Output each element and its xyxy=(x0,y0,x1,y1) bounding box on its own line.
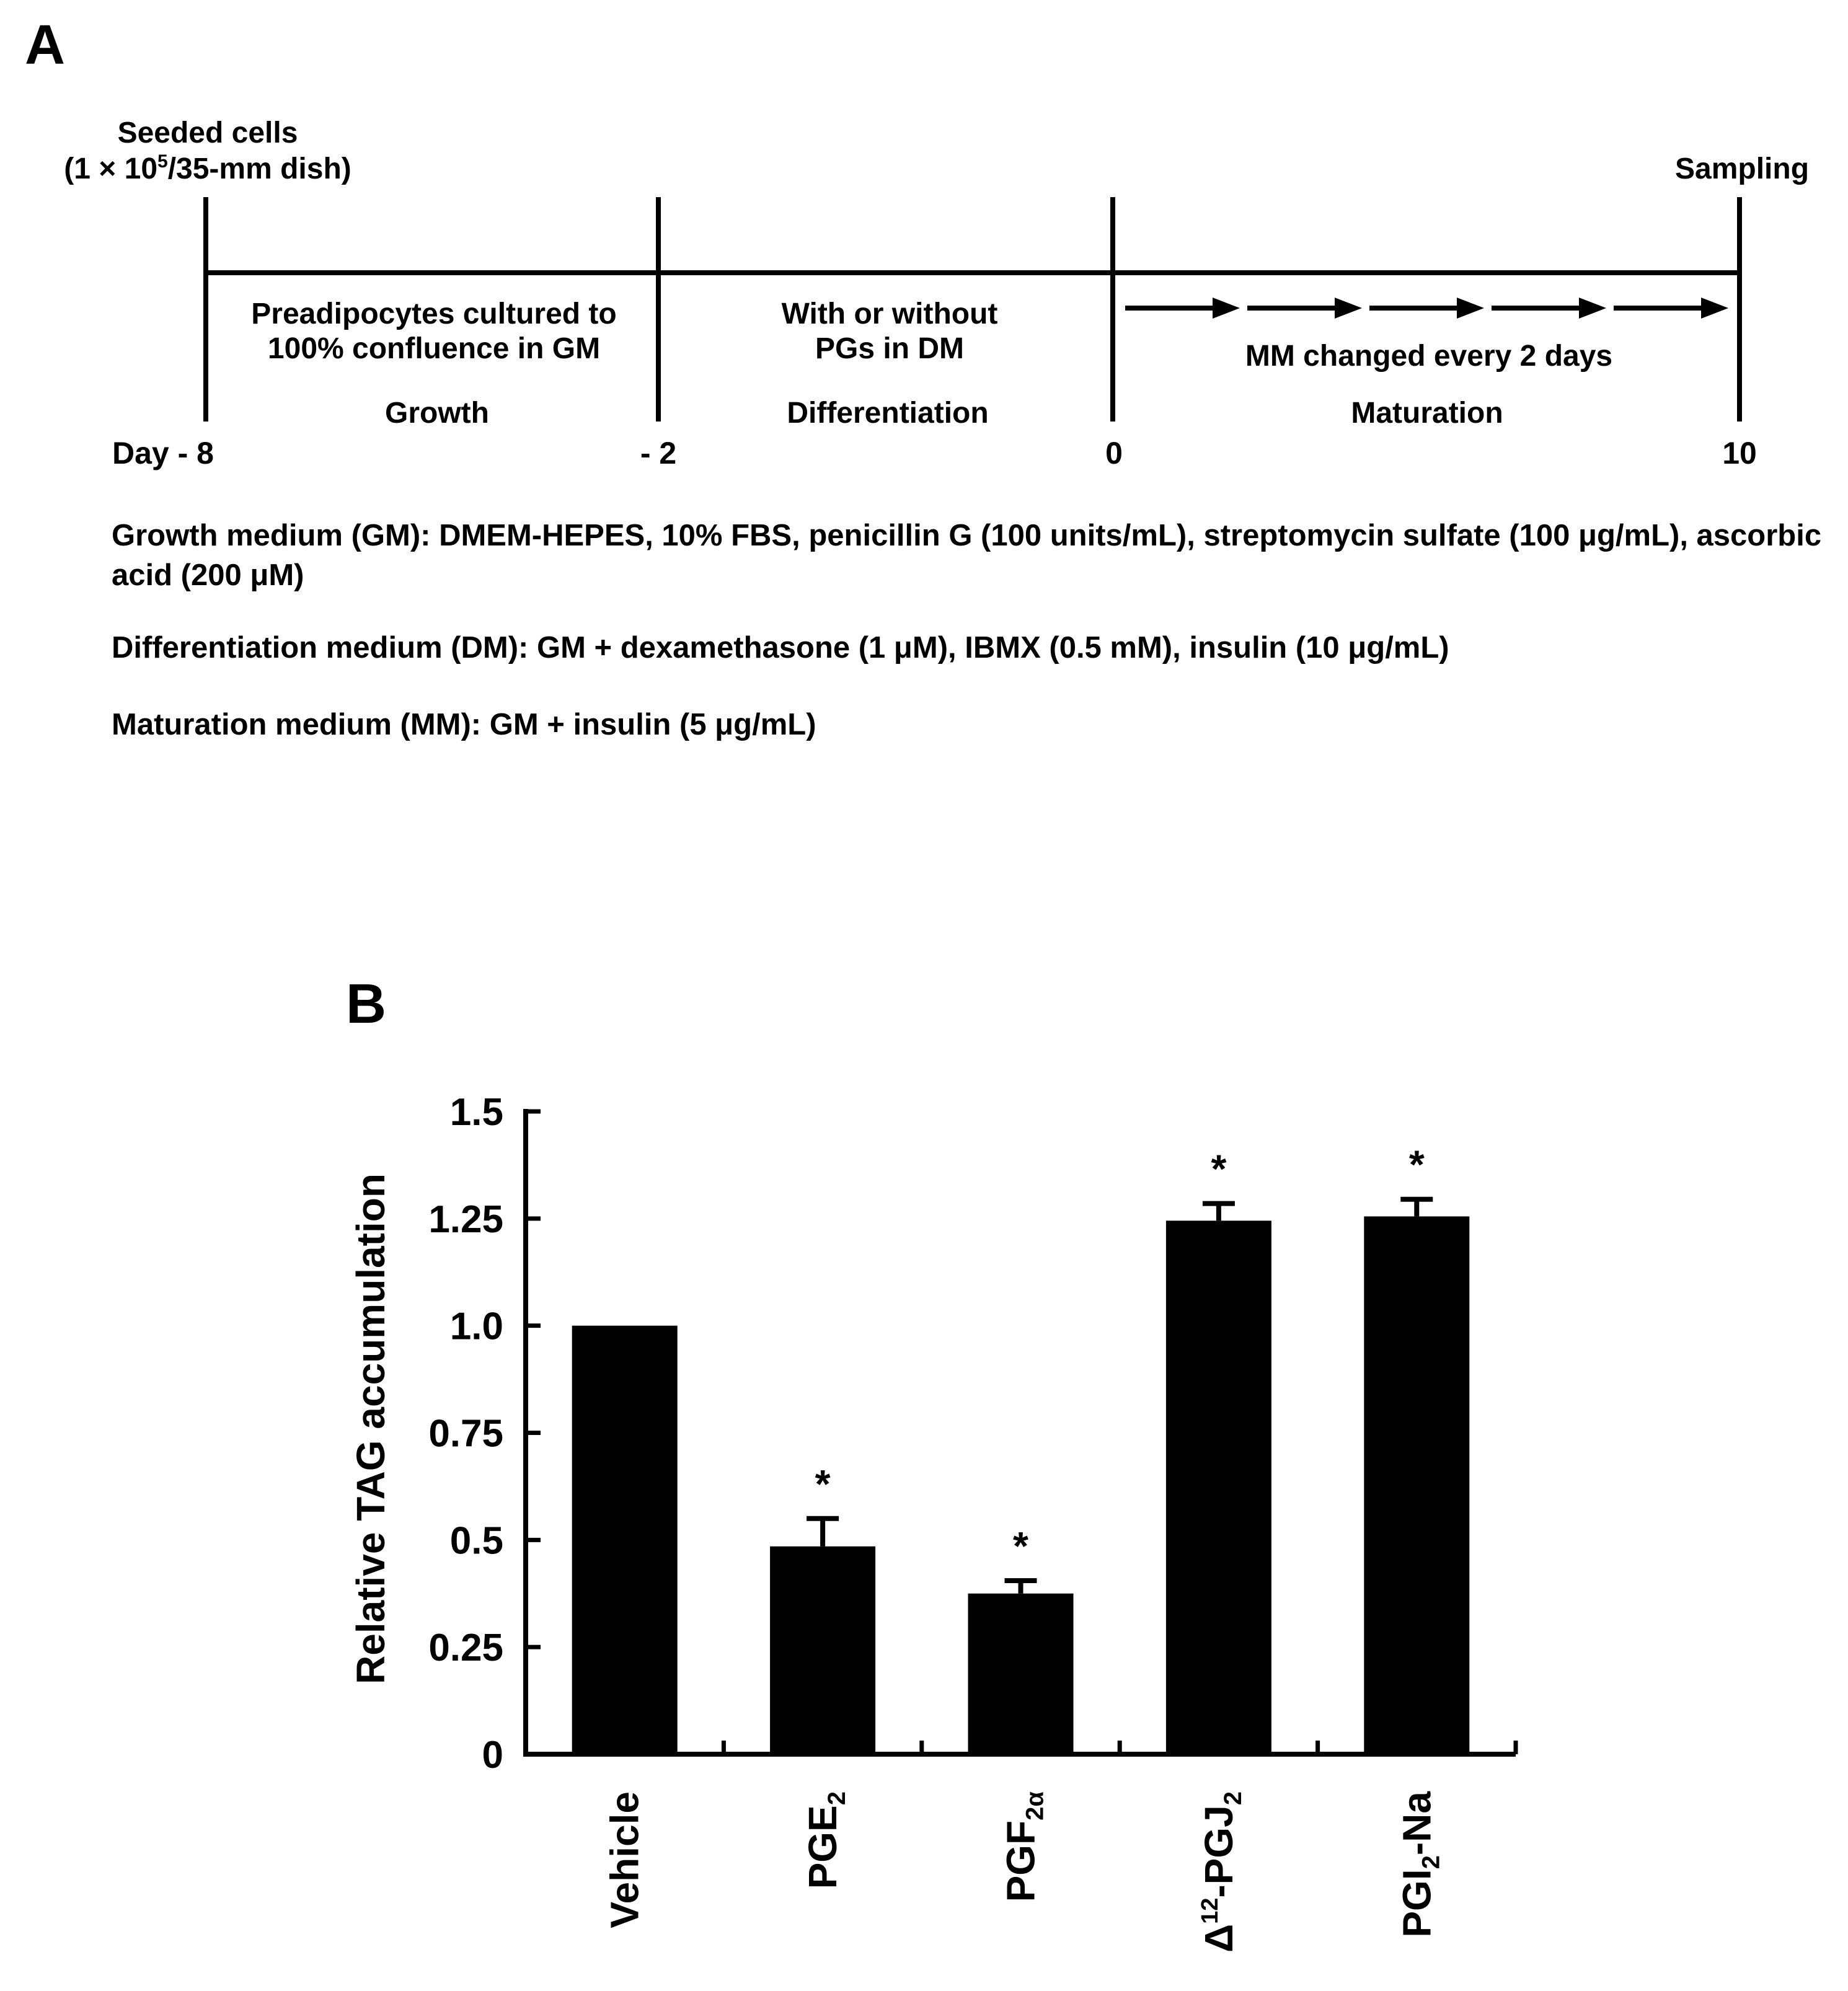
differentiation-phase-line1: With or without xyxy=(781,298,998,330)
panel-b-label: B xyxy=(346,973,386,1035)
y-tick-label: 0 xyxy=(482,1734,503,1777)
category-label: $\Delta^{12}-PGJ_2$ xyxy=(1196,1791,1247,1953)
sampling-label: Sampling xyxy=(1674,152,1810,185)
bar xyxy=(770,1547,875,1754)
arrow-head xyxy=(1335,298,1362,319)
arrow-head xyxy=(1701,298,1728,319)
seeding-density-label: ($1 \times 10^5/35-mm$ dish) xyxy=(64,151,351,185)
significance-marker: * xyxy=(1211,1146,1227,1191)
category-label: $PGF_{2\alpha}$ xyxy=(998,1791,1049,1902)
y-axis-title: Relative TAG accumulation xyxy=(348,1173,393,1684)
significance-marker: * xyxy=(1013,1524,1028,1569)
category-label: Vehicle xyxy=(602,1791,647,1928)
maturation-phase-line1: MM changed every 2 days xyxy=(1245,340,1613,373)
y-tick-label: 1.25 xyxy=(428,1198,503,1241)
growth-phase-line1: Preadipocytes cultured to xyxy=(251,298,617,330)
arrow-head xyxy=(1579,298,1606,319)
significance-marker: * xyxy=(1408,1142,1425,1187)
media-change-arrows xyxy=(1125,298,1728,319)
y-tick-label: 1.0 xyxy=(449,1305,503,1348)
growth-phase-line2: 100% confluence in GM xyxy=(267,332,601,365)
y-tick-label: 1.5 xyxy=(449,1091,503,1134)
bar xyxy=(968,1594,1074,1754)
differentiation-phase-name: Differentiation xyxy=(787,397,989,430)
bar-chart xyxy=(428,1091,1516,1953)
growth-medium-description: Growth medium (GM): DMEM-HEPES, 10% FBS, penicillin G (100 units/mL), streptomycin sulfate (100 μg/mL), ascorbic acid (200 μM) xyxy=(112,519,1822,592)
panel-a-label: A xyxy=(25,14,65,76)
day-label-minus-2: - 2 xyxy=(640,436,677,470)
day-label-0: 0 xyxy=(1105,436,1123,470)
seeded-cells-label: Seeded cells xyxy=(117,117,298,149)
day-label-10: 10 xyxy=(1722,436,1757,470)
category-label: $PGE_2$ xyxy=(800,1791,851,1889)
arrow-head xyxy=(1457,298,1484,319)
differentiation-medium-description: Differentiation medium (DM): GM + dexamethasone (1 μM), IBMX (0.5 mM), insulin (10 μg/mL) xyxy=(112,631,1449,664)
growth-phase-name: Growth xyxy=(385,397,489,430)
day-label-minus-8: Day - 8 xyxy=(112,436,214,470)
bar xyxy=(1166,1221,1271,1754)
bar xyxy=(1364,1216,1469,1754)
y-tick-label: 0.5 xyxy=(449,1519,503,1563)
bar xyxy=(572,1326,678,1754)
category-label: $PGI_2-Na$ xyxy=(1394,1791,1445,1938)
y-tick-label: 0.25 xyxy=(428,1627,503,1670)
maturation-phase-name: Maturation xyxy=(1351,397,1503,430)
y-tick-label: 0.75 xyxy=(428,1412,503,1455)
maturation-medium-description: Maturation medium (MM): GM + insulin (5 μg/mL) xyxy=(112,708,816,741)
significance-marker: * xyxy=(815,1461,831,1506)
arrow-head xyxy=(1213,298,1240,319)
differentiation-phase-line2: PGs in DM xyxy=(815,332,965,365)
